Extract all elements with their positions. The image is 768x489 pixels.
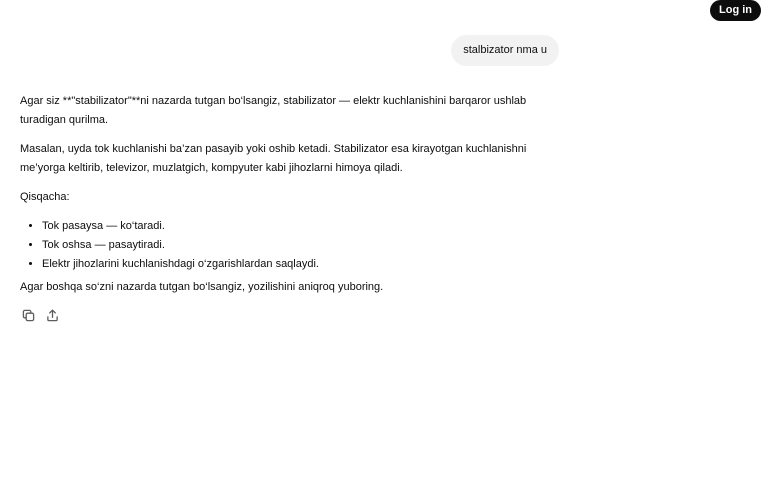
closing-text: Agar boshqa so‘zni nazarda tutgan bo‘lsangiz, yozilishini aniqroq yuboring. <box>20 281 384 293</box>
assistant-paragraph-line: Masalan, uyda tok kuchlanishi ba’zan pasayib yoki oshib ketadi. Stabilizator esa kirayotgan kuchlanishni <box>20 143 527 155</box>
summary-list <box>20 217 550 274</box>
user-message-text: stalbizator nma u <box>463 44 547 56</box>
assistant-paragraph <box>20 140 550 178</box>
assistant-paragraph-line: turadigan qurilma. <box>20 114 109 126</box>
copy-button[interactable] <box>20 307 36 323</box>
copy-icon <box>22 309 35 322</box>
assistant-paragraph <box>20 92 550 130</box>
user-message-bubble <box>451 35 559 66</box>
share-icon <box>46 309 59 322</box>
share-button[interactable] <box>44 307 60 323</box>
message-actions <box>20 307 60 323</box>
assistant-paragraph-line: me’yorga keltirib, televizor, muzlatgich, kompyuter kabi jihozlarni himoya qiladi. <box>20 162 403 174</box>
summary-label: Qisqacha: <box>20 191 70 203</box>
login-button[interactable]: Log in <box>710 0 761 21</box>
list-item: • Tok oshsa — pasaytiradi. <box>42 236 550 255</box>
assistant-paragraph-line: Agar siz **"stabilizator"**ni nazarda tutgan bo‘lsangiz, stabilizator — elektr kuchlanishini barqaror ushlab <box>20 95 527 107</box>
list-item: • Elektr jihozlarini kuchlanishdagi o‘zgarishlardan saqlaydi. <box>42 255 550 274</box>
list-item: • Tok pasaysa — ko‘taradi. <box>42 217 550 236</box>
assistant-message <box>20 92 550 307</box>
